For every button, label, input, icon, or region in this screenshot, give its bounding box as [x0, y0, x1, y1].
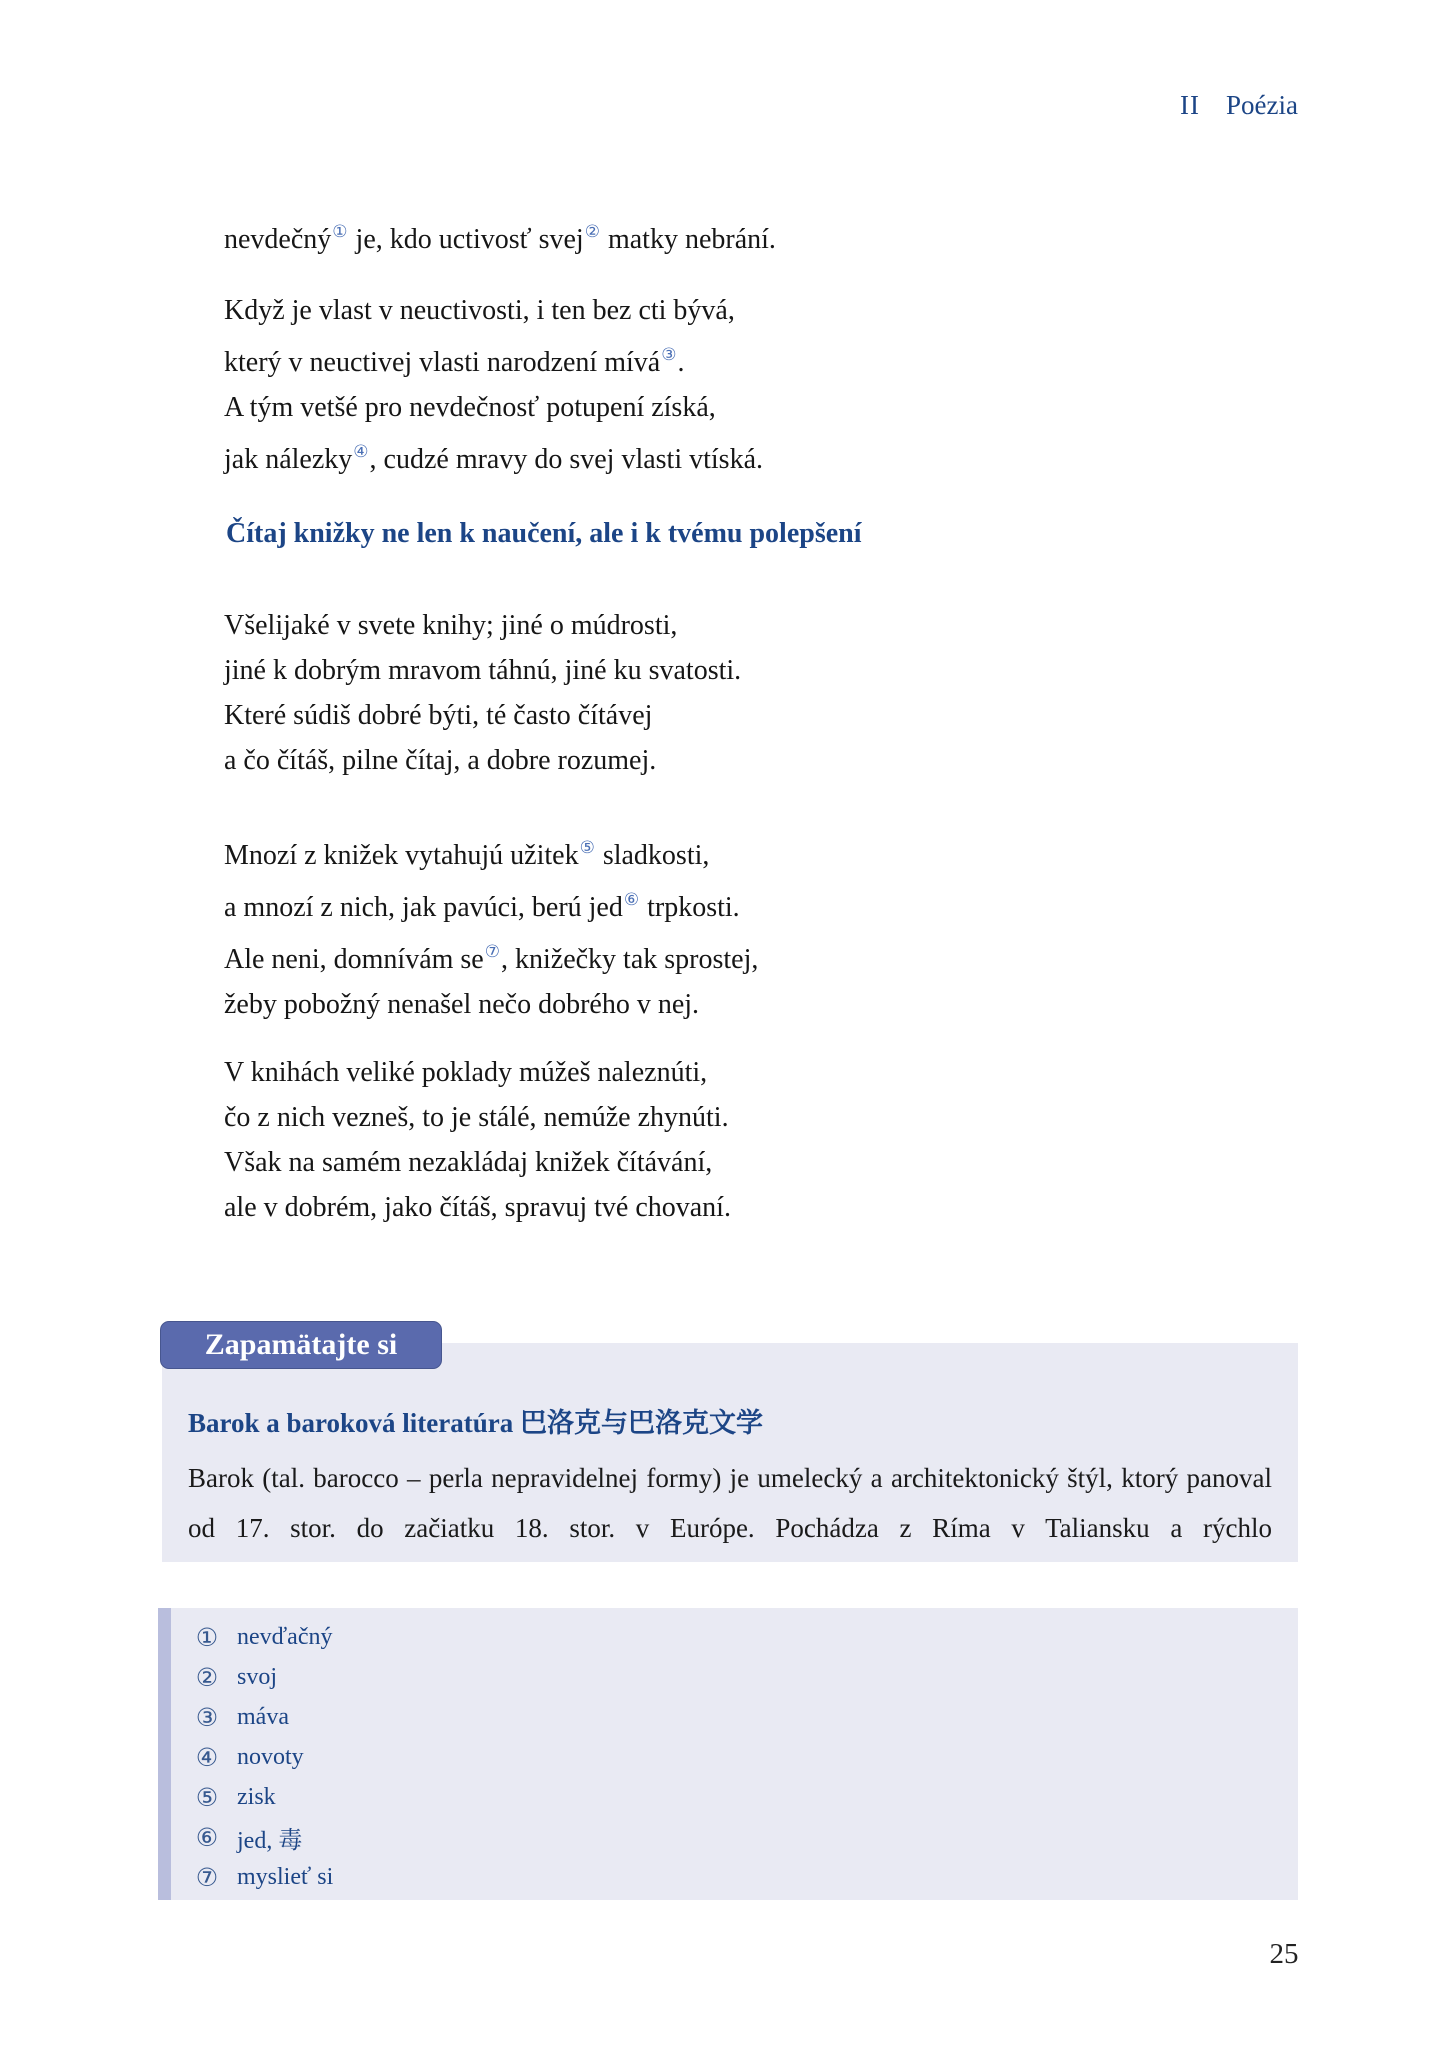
footnote-box: [158, 1608, 1298, 1900]
footnote-item: [189, 1617, 1298, 1657]
poem-line: nevdečný① je, kdo uctivosť svej② matky nebrání.: [224, 222, 776, 255]
poem-stanza-2: [224, 288, 763, 482]
poem-line: a mnozí z nich, jak pavúci, berú jed⑥ trpkosti.: [224, 890, 740, 923]
footnote-item: [189, 1777, 1298, 1817]
poem-line: Mnozí z knižek vytahujú užitek⑤ sladkosti,: [224, 838, 710, 871]
poem-line: žeby pobožný nenašel nečo dobrého v nej.: [224, 989, 700, 1020]
poem-line: a čo čítáš, pilne čítaj, a dobre rozumej.: [224, 745, 657, 776]
poem-line: V knihách veliké poklady múžeš naleznúti,: [224, 1057, 708, 1088]
footnote-text: svoj: [237, 1663, 278, 1690]
footnote-number: ⑥: [195, 1822, 219, 1852]
footnote-number: ①: [195, 1622, 219, 1652]
poem-line: jiné k dobrým mravom táhnú, jiné ku svatosti.: [224, 655, 742, 686]
footnote-number: ⑦: [195, 1862, 219, 1892]
footnote-item: [189, 1857, 1298, 1897]
memo-title: Barok a baroková literatúra 巴洛克与巴洛克文学: [188, 1408, 764, 1438]
footnote-number: ⑤: [195, 1782, 219, 1812]
chapter-title: Poézia: [1226, 90, 1298, 120]
footnote-number: ②: [195, 1662, 219, 1692]
poem-line: jak nálezky④, cudzé mravy do svej vlasti vtíská.: [224, 442, 763, 475]
footnote-text: máva: [237, 1703, 289, 1730]
footnote-marker: ⑦: [484, 942, 500, 962]
footnote-text: myslieť si: [237, 1863, 334, 1890]
poem-subheading: Čítaj knižky ne len k naučení, ale i k tvému polepšení: [226, 518, 862, 549]
poem-line: Však na samém nezakládaj knižek čítávání,: [224, 1147, 713, 1178]
footnote-item: [189, 1697, 1298, 1737]
memo-body: Barok (tal. barocco – perla nepravidelnej formy) je umelecký a architektonický štýl, ktorý panoval od 17. stor. do začiatku 18. stor. v Európe. Pochádza z Ríma v Taliansku a rýchlo: [188, 1463, 1272, 1543]
chapter-number: II: [1180, 90, 1201, 120]
poem-line: ale v dobrém, jako čítáš, spravuj tvé chovaní.: [224, 1192, 731, 1223]
poem-line: čo z nich vezneš, to je stálé, nemúže zhynúti.: [224, 1102, 729, 1133]
page-number: 25: [1269, 1938, 1299, 1970]
footnote-marker: ②: [584, 222, 600, 242]
footnote-text: zisk: [237, 1783, 276, 1810]
footnote-number: ④: [195, 1742, 219, 1772]
footnote-text: nevďačný: [237, 1623, 333, 1650]
poem-line: Všelijaké v svete knihy; jiné o múdrosti,: [224, 610, 678, 641]
page-header: [1180, 90, 1298, 121]
poem-line: Ale neni, domnívám se⑦, knižečky tak sprostej,: [224, 942, 759, 975]
memo-box: [162, 1343, 1298, 1562]
footnote-text: novoty: [237, 1743, 304, 1770]
footnote-text: jed, 毒: [237, 1827, 303, 1854]
footnote-item: [189, 1657, 1298, 1697]
footnote-number: ③: [195, 1702, 219, 1732]
poem-stanza-5: [224, 1050, 731, 1230]
footnote-marker: ③: [661, 345, 677, 365]
footnote-item: [189, 1817, 1298, 1857]
poem-line: Když je vlast v neuctivosti, i ten bez cti bývá,: [224, 295, 735, 326]
footnote-marker: ④: [353, 442, 369, 462]
memo-badge: Zapamätajte si: [160, 1321, 442, 1369]
poem-line: A tým vetšé pro nevdečnosť potupení získá,: [224, 392, 716, 423]
footnote-marker: ⑤: [579, 838, 595, 858]
footnote-item: [189, 1737, 1298, 1777]
poem-stanza-3: [224, 603, 741, 783]
poem-line: který v neuctivej vlasti narodzení mívá③.: [224, 345, 685, 378]
poem-stanza-1: [224, 210, 776, 262]
footnote-marker: ⑥: [623, 890, 640, 910]
footnote-marker: ①: [332, 222, 348, 242]
poem-line: Které súdiš dobré býti, té často čítávej: [224, 700, 653, 731]
poem-stanza-4: [224, 826, 758, 1027]
